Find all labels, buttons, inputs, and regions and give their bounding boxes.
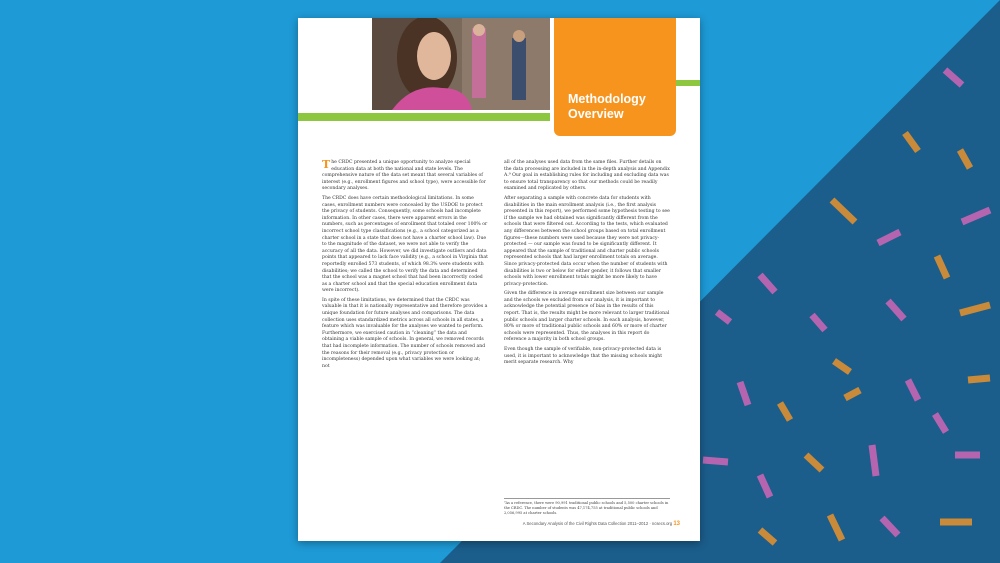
confetti-piece xyxy=(962,210,990,222)
paragraph: Even though the sample of verifiable, non-privacy-protected data is used, it is important to acknowledge that the missing schools might merit separate research. Why xyxy=(504,347,663,366)
confetti-piece xyxy=(878,232,900,243)
accent-green-bar xyxy=(298,113,550,121)
confetti-piece xyxy=(937,256,947,278)
confetti-piece xyxy=(945,70,962,85)
confetti-piece xyxy=(908,380,918,400)
document-page xyxy=(298,18,700,541)
confetti-piece xyxy=(760,530,775,543)
right-text-column xyxy=(504,160,670,370)
confetti-piece xyxy=(760,475,770,497)
confetti-piece xyxy=(960,305,990,313)
confetti-piece xyxy=(760,275,775,292)
confetti-piece xyxy=(812,315,825,330)
confetti-piece xyxy=(717,312,730,322)
confetti-piece xyxy=(830,515,842,540)
confetti-piece xyxy=(968,378,990,380)
cover-photo xyxy=(372,18,550,110)
confetti-piece xyxy=(832,200,855,222)
paragraph: After separating a sample with concrete data for students with disabilities in the main enrollment analysis (i.e., the first analysis presented in this report), we performed some hypothesis testing to see if the sample we had obtained was significantly different from the schools that were filtered out. According to the tests, which evaluated any differences between the school groups based on total enrollment figures—these numbers were used because they were not privacy-protected — our sample was found to be significantly different. It appeared that the sample of traditional and charter public schools represented schools that had larger enrollment totals on average. Since privacy-protected data occur when the number of students with disabilities is two or below for either gender, it follows that smaller schools with lower enrollment totals might be more likely to have privacy-protection. xyxy=(504,195,670,287)
accent-green-bar-right xyxy=(676,80,700,86)
confetti-piece xyxy=(806,455,822,470)
paragraph: all of the analyses used data from the same files. Further details on the data processing are included in the in-depth analysis and Appendix A.⁹ Our goal in establishing rules for including and excluding data was to ensure total transparency so that our methods could be readily examined and replicated by others. xyxy=(504,160,670,192)
section-title-box xyxy=(554,18,676,136)
drop-cap: T xyxy=(322,158,331,171)
paragraph: The CRDC does have certain methodological limitations. In some cases, enrollment numbers were concealed by the USDOE to protect the privacy of students. Consequently, some schools had incomplete information. In other cases, there were apparent errors in the numbers, such as percentages of enrollment that totaled over 100% or incorrect school type classifications (e.g., a school categorized as a charter school in a state that does not have a charter school law). Due to the magnitude of the dataset, we were not able to verify the accuracy of all the data. However, we did investigate outliers and data points that appeared to lack face validity (e.g., a school in Virginia that reportedly enrolled 573 students, of which 98.3% were students with disabilities; we called the school to verify the data and determined that the school was a magnet school that had been incorrectly coded as a charter school and that the special education enrollment data were incorrect). xyxy=(322,195,488,294)
paragraph: The CRDC presented a unique opportunity to analyze special education data at both the national and state levels. The comprehensive nature of the data set meant that several variables of interest (e.g., enrollment figures and school type), were accessible for secondary analyses. xyxy=(322,158,486,192)
section-title: Methodology Overview xyxy=(568,92,646,121)
confetti-piece xyxy=(845,390,860,398)
confetti-piece xyxy=(740,382,748,405)
footnote: ⁹As a reference, there were 90,991 traditional public schools and 5,500 charter schools in the CRDC. The number of students was 47,174,755 at traditional public schools and 2,056,995 at charter schools. xyxy=(504,498,670,516)
paragraph: Given the difference in average enrollment size between our sample and the schools we excluded from our analysis, it is important to acknowledge the potential presence of bias in the results of this report. That is, the results might be more relevant to larger traditional public schools and larger charter schools. In each analysis, however, 80% or more of traditional public schools and 60% or more of charter schools were represented. Thus, the analyses in this report do reference a majority in both school groups. xyxy=(504,291,670,343)
confetti-piece xyxy=(888,301,904,319)
confetti-piece xyxy=(935,414,946,432)
confetti-piece xyxy=(834,361,850,372)
confetti-piece xyxy=(780,403,790,420)
page-footer xyxy=(484,521,680,527)
confetti-piece xyxy=(703,460,728,462)
footer-text: A Secondary Analysis of the Civil Rights Data Collection 2011–2012 · ncsecs.org xyxy=(522,521,673,526)
confetti-piece xyxy=(882,518,898,535)
confetti-piece xyxy=(872,445,876,476)
page-number: 13 xyxy=(673,521,680,527)
confetti-piece xyxy=(905,133,918,151)
left-text-column xyxy=(322,160,488,373)
confetti-piece xyxy=(960,150,970,168)
paragraph: In spite of these limitations, we determined that the CRDC was valuable in that it is nationally representative and therefore provides a unique foundation for future analyses and comparisons. The data collection uses standardized metrics across all schools in all states, a feature which was invaluable for the analyses we wanted to perform. Furthermore, we exercised caution in “cleaning” the data and obtaining a viable sample of schools. In general, we removed records that had incomplete information. The number of schools removed and the reasons for their removal (e.g., privacy protection or incompleteness) depended upon what variables we were looking at; not xyxy=(322,297,488,369)
